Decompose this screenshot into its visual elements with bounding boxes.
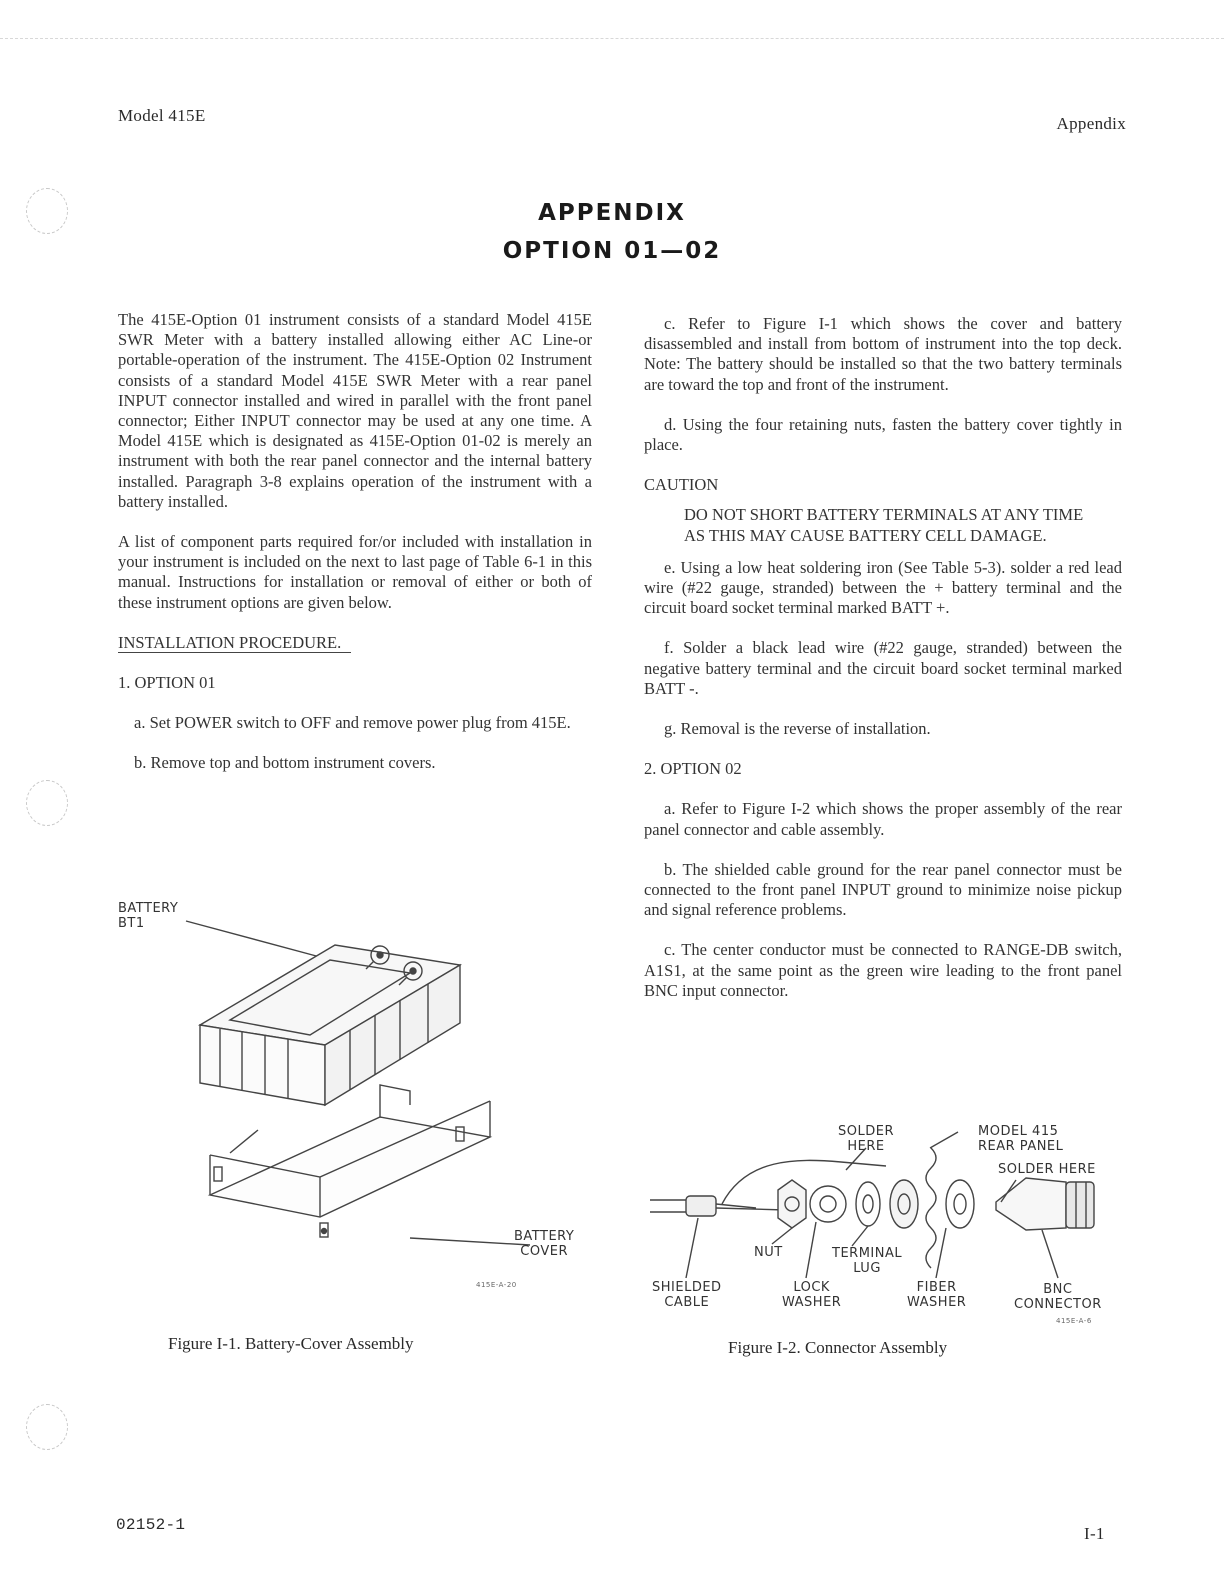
label-bnc-connector: BNC CONNECTOR	[1014, 1282, 1102, 1312]
figure2-code: 415E-A-6	[1056, 1317, 1092, 1325]
label-shielded-cable: SHIELDED CABLE	[652, 1280, 722, 1310]
step2-b: b. The shielded cable ground for the rear panel connector must be connected to the front panel INPUT ground to minimize noise pickup and signal reference problems.	[644, 859, 1122, 920]
page-number: I-1	[1084, 1524, 1105, 1543]
header-section: Appendix	[1056, 114, 1126, 133]
label-battery: BATTERY BT1	[118, 901, 179, 931]
footer-docnum: 02152-1	[116, 1516, 186, 1534]
step2-a: a. Refer to Figure I-2 which shows the proper assembly of the rear panel connector and cable assembly.	[644, 799, 1122, 839]
intro-paragraph: The 415E-Option 01 instrument consists of a standard Model 415E SWR Meter with a battery installed allowing either AC Line-or portable-operation of the instrument. The 415E-Option 02 Instrument consists of a standard Model 415E SWR Meter with a rear panel INPUT connector installed and wired in parallel with the front panel connector; Either INPUT connector may be used at any one time. A Model 415E which is designated as 415E-Option 01-02 is merely an instrument with both the rear panel connector and the internal battery installed. Paragraph 3-8 explains operation of the instrument with a battery installed.	[118, 310, 592, 511]
step-a: a. Set POWER switch to OFF and remove power plug from 415E.	[134, 713, 571, 733]
label-solder-here: SOLDER HERE	[838, 1124, 894, 1154]
punch-hole-middle	[26, 780, 68, 826]
label-solder-here-bnc: SOLDER HERE	[998, 1162, 1096, 1177]
step-c: c. Refer to Figure I-1 which shows the cover and battery disassembled and install from bottom of instrument into the top deck. Note: The battery should be installed so that the two battery terminals are toward the top and front of the instrument.	[644, 314, 1122, 394]
figure1-code: 415E-A-20	[476, 1281, 517, 1289]
page-subtitle: OPTION 01—02	[502, 238, 722, 264]
label-battery-cover: BATTERY COVER	[514, 1229, 575, 1259]
right-column	[644, 314, 1122, 1001]
figure1-caption: Figure I-1. Battery-Cover Assembly	[168, 1334, 414, 1353]
header-model: Model 415E	[118, 106, 206, 125]
step-f: f. Solder a black lead wire (#22 gauge, stranded) between the negative battery terminal and the circuit board socket terminal marked BATT -.	[644, 638, 1122, 698]
label-lock-washer: LOCK WASHER	[782, 1280, 842, 1310]
label-nut: NUT	[754, 1245, 783, 1260]
step-g: g. Removal is the reverse of installation.	[664, 719, 931, 739]
figure2-caption: Figure I-2. Connector Assembly	[728, 1338, 948, 1357]
caution-title: CAUTION	[644, 475, 719, 495]
caution-text: DO NOT SHORT BATTERY TERMINALS AT ANY TIME AS THIS MAY CAUSE BATTERY CELL DAMAGE.	[684, 505, 1084, 545]
page-title: APPENDIX	[538, 200, 686, 226]
step2-c: c. The center conductor must be connected to RANGE-DB switch, A1S1, at the same point as the green wire leading to the front panel BNC input connector.	[644, 940, 1122, 1000]
step-d: d. Using the four retaining nuts, fasten the battery cover tightly in place.	[644, 414, 1122, 455]
option2-heading: 2. OPTION 02	[644, 759, 742, 779]
label-model-rear-panel: MODEL 415 REAR PANEL	[978, 1124, 1064, 1154]
step-e: e. Using a low heat soldering iron (See Table 5-3). solder a red lead wire (#22 gauge, stranded) between the + battery terminal and the circuit board socket terminal marked BATT +.	[644, 557, 1122, 618]
scan-edge-line	[0, 38, 1224, 39]
left-column	[118, 310, 592, 774]
label-terminal-lug: TERMINAL LUG	[832, 1246, 903, 1276]
step-b: b. Remove top and bottom instrument covers.	[134, 753, 436, 773]
option1-heading: 1. OPTION 01	[118, 673, 216, 693]
installation-heading	[118, 633, 592, 653]
label-fiber-washer: FIBER WASHER	[907, 1280, 967, 1310]
punch-hole-bottom	[26, 1404, 68, 1450]
parts-paragraph: A list of component parts required for/or included with installation in your instrument is included on the next to last page of Table 6-1 in this manual. Instructions for installation or removal of either or both of these instrument options are given below.	[118, 532, 592, 612]
installation-heading-text: INSTALLATION PROCEDURE.	[118, 633, 351, 653]
